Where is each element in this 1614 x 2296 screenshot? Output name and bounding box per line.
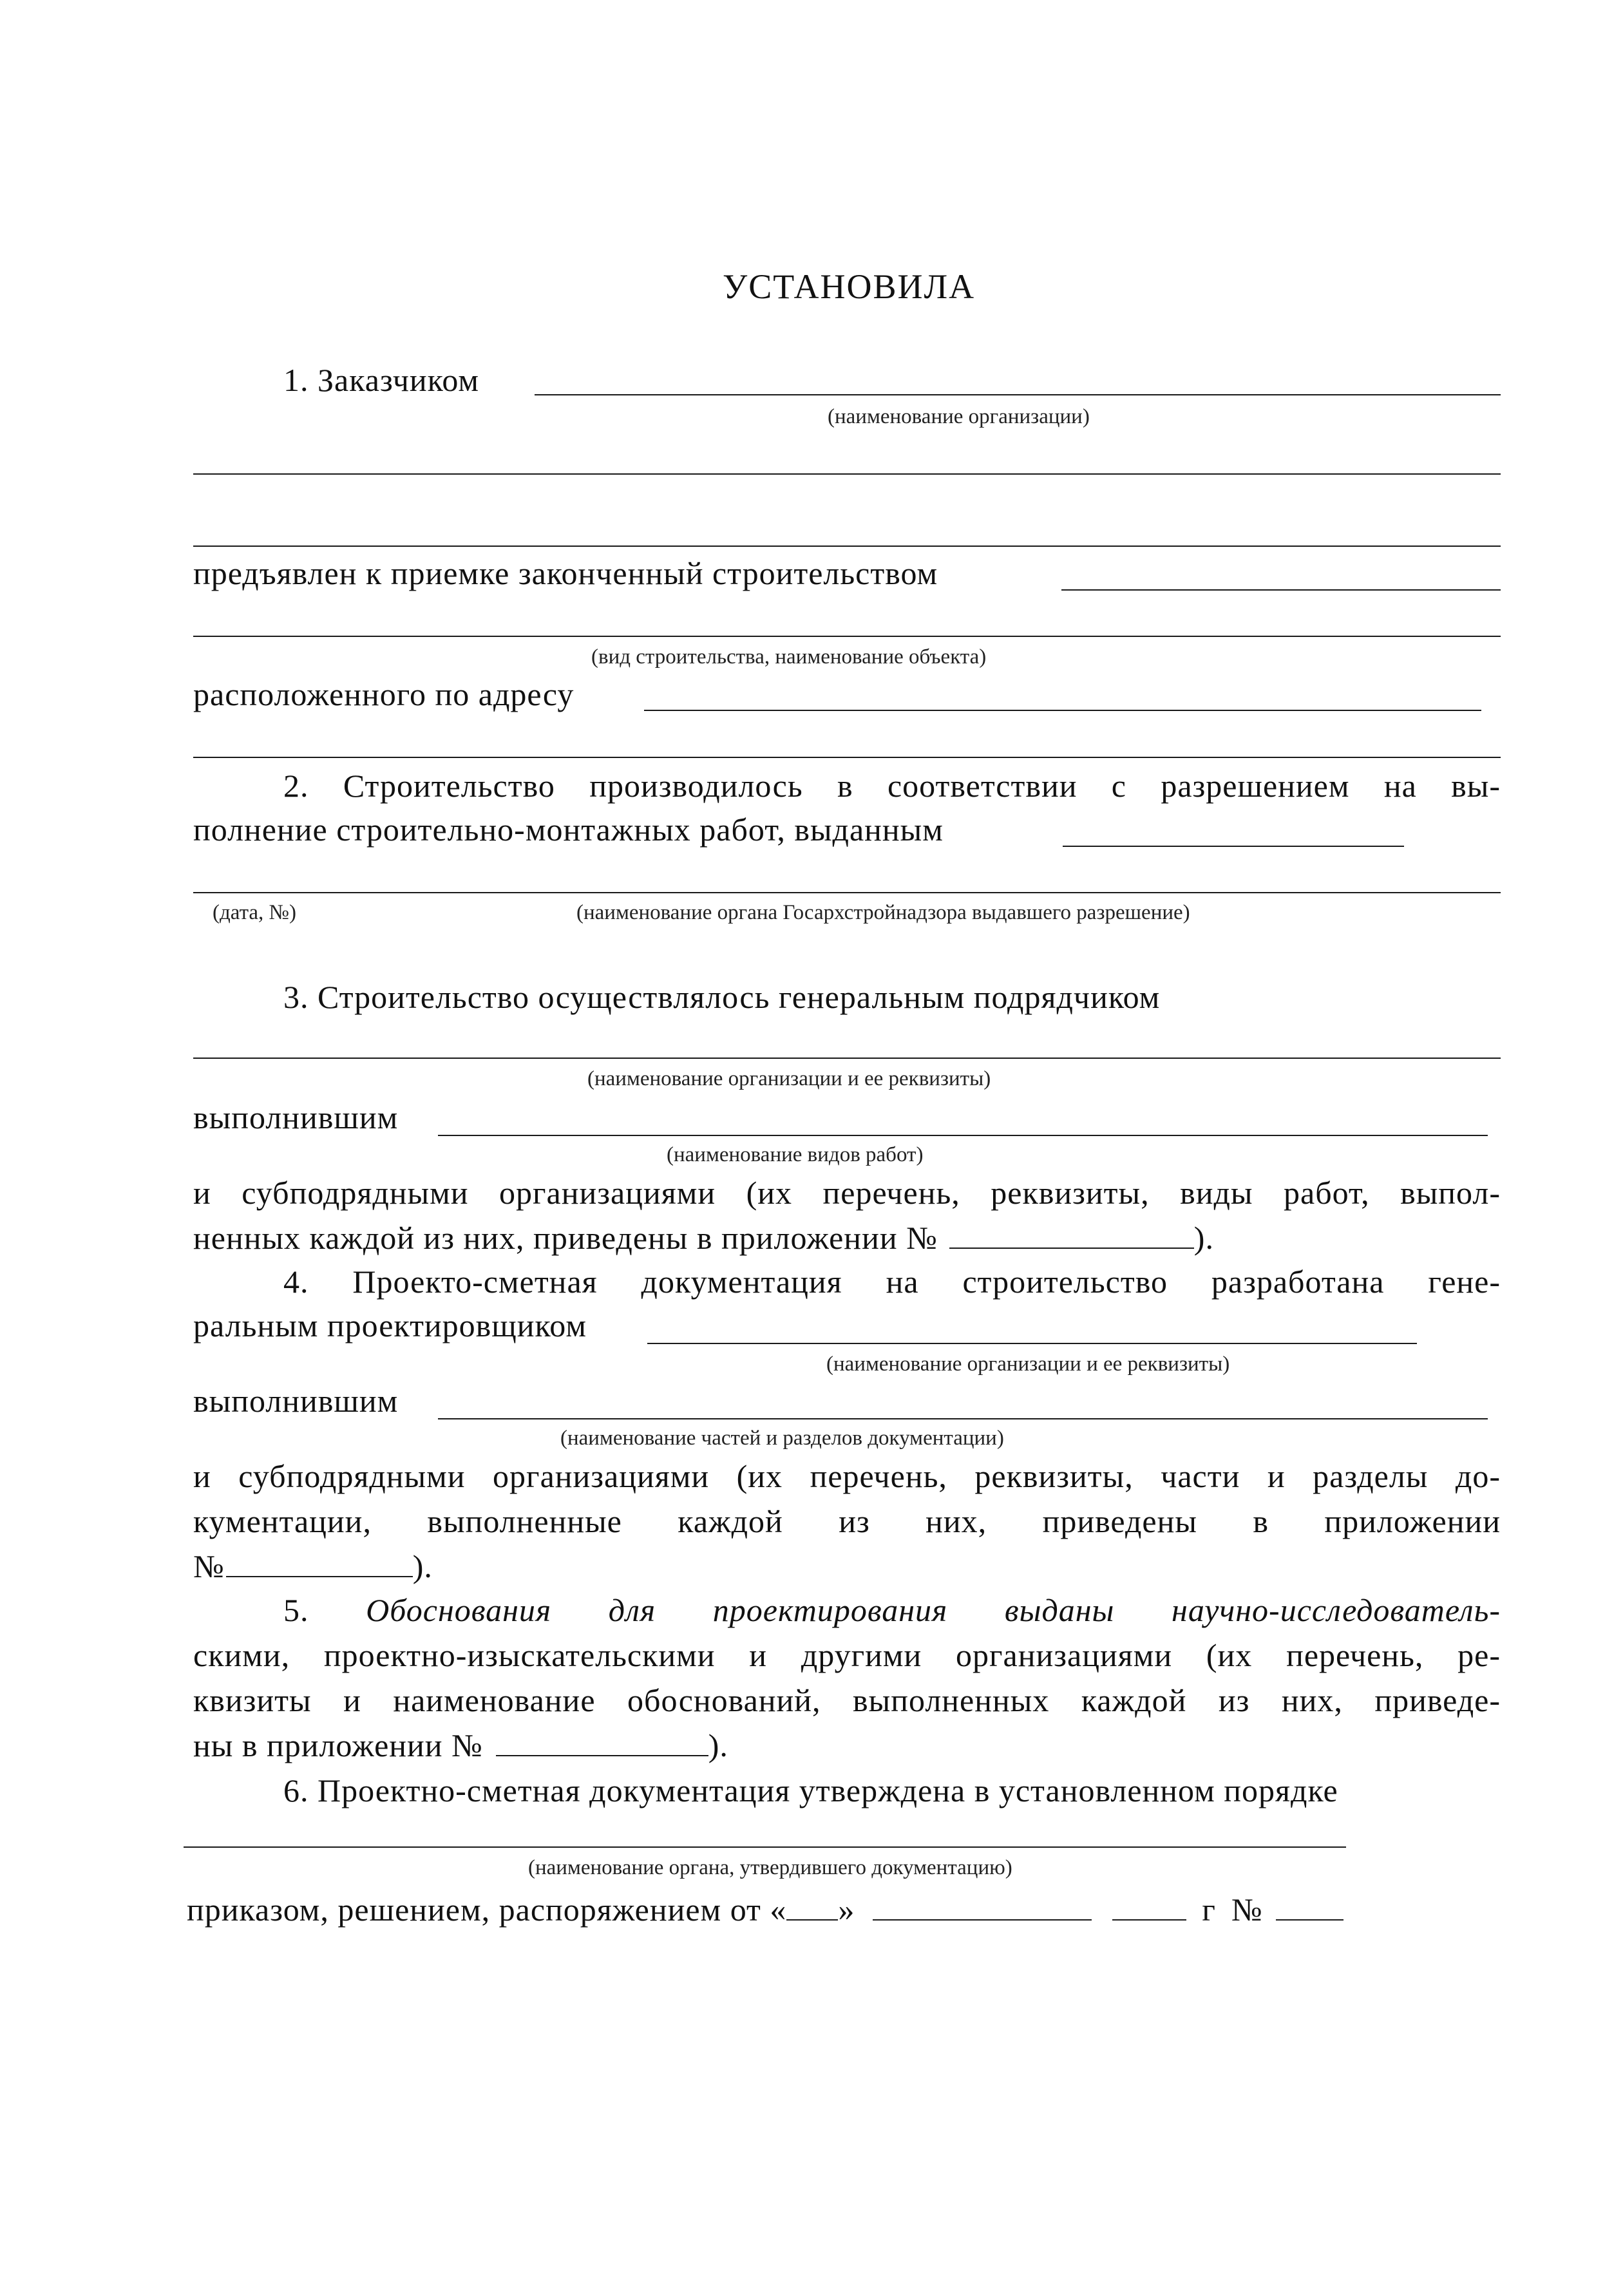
approval-order-year-field[interactable] (1112, 1891, 1186, 1921)
design-text-line-2: ральным проектировщиком (193, 1307, 587, 1343)
justifications-line-1-b: Обоснования для проектирования выданы научно-исследователь- (366, 1592, 1501, 1628)
subcontractors-text-line-1: и субподрядными организациями (их перечень, реквизиты, виды работ, выпол- (193, 1175, 1501, 1211)
justifications-line-1-a: 5. (283, 1592, 366, 1628)
object-field-caption: (вид строительства, наименование объекта) (591, 645, 987, 669)
approval-text: 6. Проектно-сметная документация утверждена в установленном порядке (283, 1772, 1338, 1808)
page-heading: УСТАНОВИЛА (723, 267, 976, 306)
approval-order-no-label: № (1231, 1892, 1263, 1928)
contractor-field-line[interactable] (193, 1058, 1501, 1059)
design-subcontractors-line-3 (193, 1547, 433, 1586)
designer-parts-caption: (наименование частей и разделов документации) (560, 1427, 1004, 1450)
justifications-line-1 (283, 1591, 1501, 1629)
permit-date-caption: (дата, №) (213, 901, 297, 924)
permit-text-line-2: полнение строительно-монтажных работ, выданным (193, 811, 944, 848)
justifications-appendix-field[interactable] (496, 1727, 708, 1756)
designer-performed-label: выполнившим (193, 1383, 399, 1419)
permit-body-caption: (наименование органа Госархстройнадзора выдавшего разрешение) (576, 901, 1190, 924)
approval-body-field-line[interactable] (184, 1846, 1346, 1848)
justifications-line-4-a: ны в приложении № (193, 1727, 483, 1763)
justifications-line-3: квизиты и наименование обоснований, выполненных каждой из них, приведе- (193, 1682, 1501, 1718)
contractor-field-caption: (наименование организации и ее реквизиты) (587, 1067, 991, 1090)
approval-order-year-label: г (1202, 1892, 1216, 1928)
contractor-works-field-line[interactable] (438, 1135, 1488, 1136)
customer-field-line-2[interactable] (193, 473, 1501, 475)
approval-order-text-a: приказом, решением, распоряжением от « (187, 1892, 787, 1928)
justifications-line-4-b: ). (708, 1727, 728, 1763)
customer-field-line[interactable] (535, 394, 1501, 395)
presented-text: предъявлен к приемке законченный строительством (193, 555, 938, 591)
customer-field-caption: (наименование организации) (828, 405, 1090, 428)
approval-order-line (187, 1890, 1343, 1929)
approval-order-text-b: » (838, 1892, 855, 1928)
address-field-line-2[interactable] (193, 757, 1501, 758)
contractor-performed-label: выполнившим (193, 1099, 399, 1135)
subcontractors-text-line-2 (193, 1219, 1214, 1257)
design-subcontractors-line-3-b: ). (412, 1548, 433, 1584)
address-field-line[interactable] (644, 710, 1481, 711)
permit-date-field-line[interactable] (193, 892, 1501, 893)
designer-parts-field-line[interactable] (438, 1418, 1488, 1419)
designer-field-line[interactable] (647, 1343, 1417, 1344)
design-subcontractors-line-1: и субподрядными организациями (их перечень, реквизиты, части и разделы до- (193, 1458, 1501, 1494)
customer-field-line-3[interactable] (193, 546, 1501, 547)
subcontractors-text-line-2-b: ). (1193, 1220, 1214, 1256)
subcontractors-text-line-2-a: ненных каждой из них, приведены в приложении № (193, 1220, 938, 1256)
subcontractors-appendix-field[interactable] (949, 1219, 1194, 1249)
permit-issuer-field-line[interactable] (1063, 846, 1404, 847)
contractor-works-caption: (наименование видов работ) (667, 1143, 924, 1166)
address-label: расположенного по адресу (193, 676, 574, 712)
design-subcontractors-line-2: кументации, выполненные каждой из них, приведены в приложении (193, 1503, 1501, 1539)
approval-body-caption: (наименование органа, утвердившего документацию) (528, 1856, 1012, 1879)
designer-field-caption: (наименование организации и ее реквизиты) (826, 1352, 1230, 1376)
object-field-line[interactable] (1061, 589, 1501, 591)
permit-text-line-1: 2. Строительство производилось в соответствии с разрешением на вы- (283, 768, 1501, 804)
design-subcontractors-line-3-a: № (193, 1548, 225, 1584)
approval-order-no-field[interactable] (1276, 1891, 1343, 1921)
contractor-text: 3. Строительство осуществлялось генеральным подрядчиком (283, 979, 1161, 1015)
design-appendix-field[interactable] (226, 1548, 413, 1577)
justifications-line-2: скими, проектно-изыскательскими и другими организациями (их перечень, ре- (193, 1637, 1501, 1673)
customer-label: 1. Заказчиком (283, 362, 480, 398)
justifications-line-4 (193, 1726, 728, 1765)
design-text-line-1: 4. Проекто-сметная документация на строительство разработана гене- (283, 1264, 1501, 1300)
approval-order-month-field[interactable] (873, 1891, 1092, 1921)
object-field-line-2[interactable] (193, 636, 1501, 637)
approval-order-day-field[interactable] (786, 1891, 838, 1921)
